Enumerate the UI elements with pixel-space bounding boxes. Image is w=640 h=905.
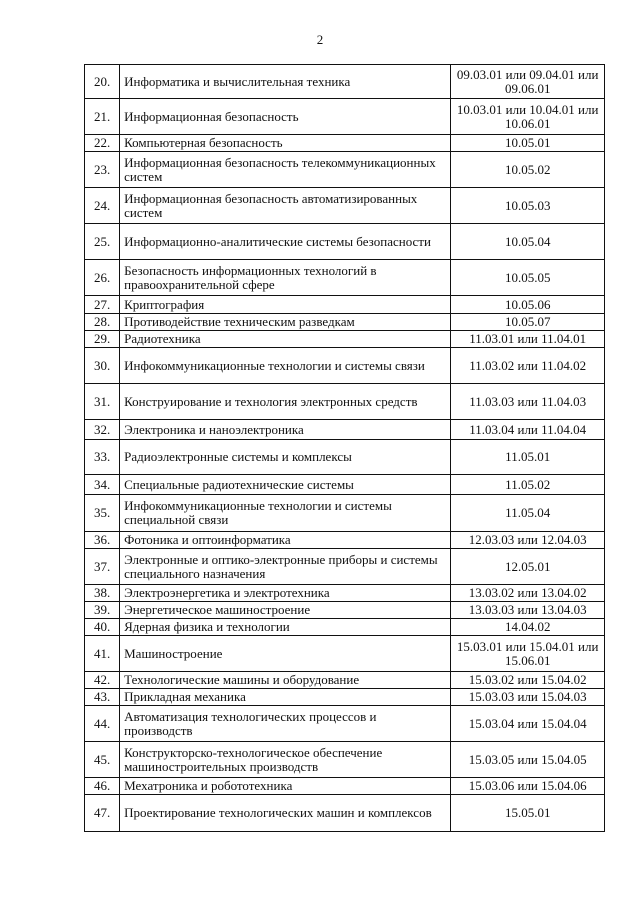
specialty-code-cell: 10.05.06	[451, 296, 605, 314]
row-number-cell: 37.	[85, 549, 120, 585]
specialty-name-cell: Электроника и наноэлектроника	[120, 420, 451, 440]
page-number: 2	[316, 32, 324, 47]
specialty-name-cell: Радиотехника	[120, 331, 451, 348]
specialty-name-cell: Технологические машины и оборудование	[120, 672, 451, 689]
specialty-code-cell: 11.03.02 или 11.04.02	[451, 348, 605, 384]
specialty-code-cell: 12.03.03 или 12.04.03	[451, 532, 605, 549]
specialty-code-cell: 14.04.02	[451, 619, 605, 636]
table-row	[85, 706, 605, 742]
specialty-name-cell: Противодействие техническим разведкам	[120, 314, 451, 331]
specialty-code-cell: 10.03.01 или 10.04.01 или 10.06.01	[451, 99, 605, 135]
row-number-cell: 29.	[85, 331, 120, 348]
row-number-cell: 24.	[85, 188, 120, 224]
specialty-code-cell: 15.03.05 или 15.04.05	[451, 742, 605, 778]
row-number-cell: 27.	[85, 296, 120, 314]
specialty-name-cell: Электроэнергетика и электротехника	[120, 585, 451, 602]
row-number-cell: 45.	[85, 742, 120, 778]
specialty-code-cell: 15.03.03 или 15.04.03	[451, 689, 605, 706]
specialty-code-cell: 09.03.01 или 09.04.01 или 09.06.01	[451, 65, 605, 99]
row-number-cell: 26.	[85, 260, 120, 296]
row-number-cell: 22.	[85, 135, 120, 152]
specialty-code-cell: 11.05.01	[451, 440, 605, 475]
row-number-cell: 21.	[85, 99, 120, 135]
row-number-cell: 33.	[85, 440, 120, 475]
table-row	[85, 602, 605, 619]
specialty-name-cell: Радиоэлектронные системы и комплексы	[120, 440, 451, 475]
specialty-name-cell: Энергетическое машиностроение	[120, 602, 451, 619]
specialty-code-cell: 13.03.02 или 13.04.02	[451, 585, 605, 602]
row-number-cell: 31.	[85, 384, 120, 420]
table-row	[85, 348, 605, 384]
table-row	[85, 795, 605, 832]
specialty-name-cell: Информационно-аналитические системы безопасности	[120, 224, 451, 260]
specialty-name-cell: Конструирование и технология электронных средств	[120, 384, 451, 420]
specialty-code-cell: 11.05.02	[451, 475, 605, 495]
row-number-cell: 43.	[85, 689, 120, 706]
table-row	[85, 224, 605, 260]
row-number-cell: 39.	[85, 602, 120, 619]
specialty-code-cell: 10.05.07	[451, 314, 605, 331]
table-row	[85, 65, 605, 99]
specialty-name-cell: Криптография	[120, 296, 451, 314]
row-number-cell: 20.	[85, 65, 120, 99]
specialty-name-cell: Мехатроника и робототехника	[120, 778, 451, 795]
table-row	[85, 689, 605, 706]
specialty-code-cell: 12.05.01	[451, 549, 605, 585]
table-row	[85, 778, 605, 795]
table-row	[85, 314, 605, 331]
specialty-name-cell: Инфокоммуникационные технологии и системы связи	[120, 348, 451, 384]
specialty-name-cell: Информационная безопасность автоматизированных систем	[120, 188, 451, 224]
specialty-name-cell: Конструкторско-технологическое обеспечение машиностроительных производств	[120, 742, 451, 778]
table-row	[85, 188, 605, 224]
specialty-name-cell: Ядерная физика и технологии	[120, 619, 451, 636]
specialty-code-cell: 10.05.03	[451, 188, 605, 224]
table-row	[85, 440, 605, 475]
specialty-name-cell: Информационная безопасность	[120, 99, 451, 135]
row-number-cell: 41.	[85, 636, 120, 672]
specialty-name-cell: Инфокоммуникационные технологии и системы специальной связи	[120, 495, 451, 532]
table-row	[85, 742, 605, 778]
table-row	[85, 549, 605, 585]
row-number-cell: 47.	[85, 795, 120, 832]
table-row	[85, 152, 605, 188]
specialty-code-cell: 10.05.04	[451, 224, 605, 260]
specialty-name-cell: Проектирование технологических машин и комплексов	[120, 795, 451, 832]
specialty-name-cell: Информационная безопасность телекоммуникационных систем	[120, 152, 451, 188]
table-row	[85, 296, 605, 314]
row-number-cell: 28.	[85, 314, 120, 331]
table-row	[85, 495, 605, 532]
specialty-code-cell: 15.03.01 или 15.04.01 или 15.06.01	[451, 636, 605, 672]
specialty-code-cell: 15.03.04 или 15.04.04	[451, 706, 605, 742]
specialties-table	[84, 64, 605, 832]
table-row	[85, 585, 605, 602]
table-row	[85, 99, 605, 135]
row-number-cell: 44.	[85, 706, 120, 742]
row-number-cell: 42.	[85, 672, 120, 689]
specialty-code-cell: 15.03.06 или 15.04.06	[451, 778, 605, 795]
table-row	[85, 331, 605, 348]
row-number-cell: 23.	[85, 152, 120, 188]
row-number-cell: 30.	[85, 348, 120, 384]
specialty-name-cell: Фотоника и оптоинформатика	[120, 532, 451, 549]
specialty-code-cell: 15.03.02 или 15.04.02	[451, 672, 605, 689]
table-row	[85, 475, 605, 495]
specialty-name-cell: Информатика и вычислительная техника	[120, 65, 451, 99]
row-number-cell: 35.	[85, 495, 120, 532]
specialty-name-cell: Машиностроение	[120, 636, 451, 672]
table-row	[85, 420, 605, 440]
table-row	[85, 532, 605, 549]
specialty-code-cell: 11.03.01 или 11.04.01	[451, 331, 605, 348]
specialty-name-cell: Электронные и оптико-электронные приборы и системы специального назначения	[120, 549, 451, 585]
row-number-cell: 34.	[85, 475, 120, 495]
specialty-name-cell: Прикладная механика	[120, 689, 451, 706]
specialty-code-cell: 10.05.02	[451, 152, 605, 188]
row-number-cell: 46.	[85, 778, 120, 795]
specialty-code-cell: 11.03.04 или 11.04.04	[451, 420, 605, 440]
table-row	[85, 260, 605, 296]
row-number-cell: 25.	[85, 224, 120, 260]
specialties-table-body	[85, 65, 605, 832]
specialty-name-cell: Специальные радиотехнические системы	[120, 475, 451, 495]
specialty-code-cell: 11.05.04	[451, 495, 605, 532]
specialty-code-cell: 10.05.01	[451, 135, 605, 152]
specialty-name-cell: Компьютерная безопасность	[120, 135, 451, 152]
row-number-cell: 36.	[85, 532, 120, 549]
specialty-code-cell: 13.03.03 или 13.04.03	[451, 602, 605, 619]
specialty-name-cell: Автоматизация технологических процессов и производств	[120, 706, 451, 742]
specialty-name-cell: Безопасность информационных технологий в правоохранительной сфере	[120, 260, 451, 296]
row-number-cell: 40.	[85, 619, 120, 636]
table-row	[85, 384, 605, 420]
specialty-code-cell: 11.03.03 или 11.04.03	[451, 384, 605, 420]
row-number-cell: 32.	[85, 420, 120, 440]
row-number-cell: 38.	[85, 585, 120, 602]
table-row	[85, 619, 605, 636]
table-row	[85, 135, 605, 152]
specialty-code-cell: 15.05.01	[451, 795, 605, 832]
specialty-code-cell: 10.05.05	[451, 260, 605, 296]
table-row	[85, 672, 605, 689]
table-row	[85, 636, 605, 672]
